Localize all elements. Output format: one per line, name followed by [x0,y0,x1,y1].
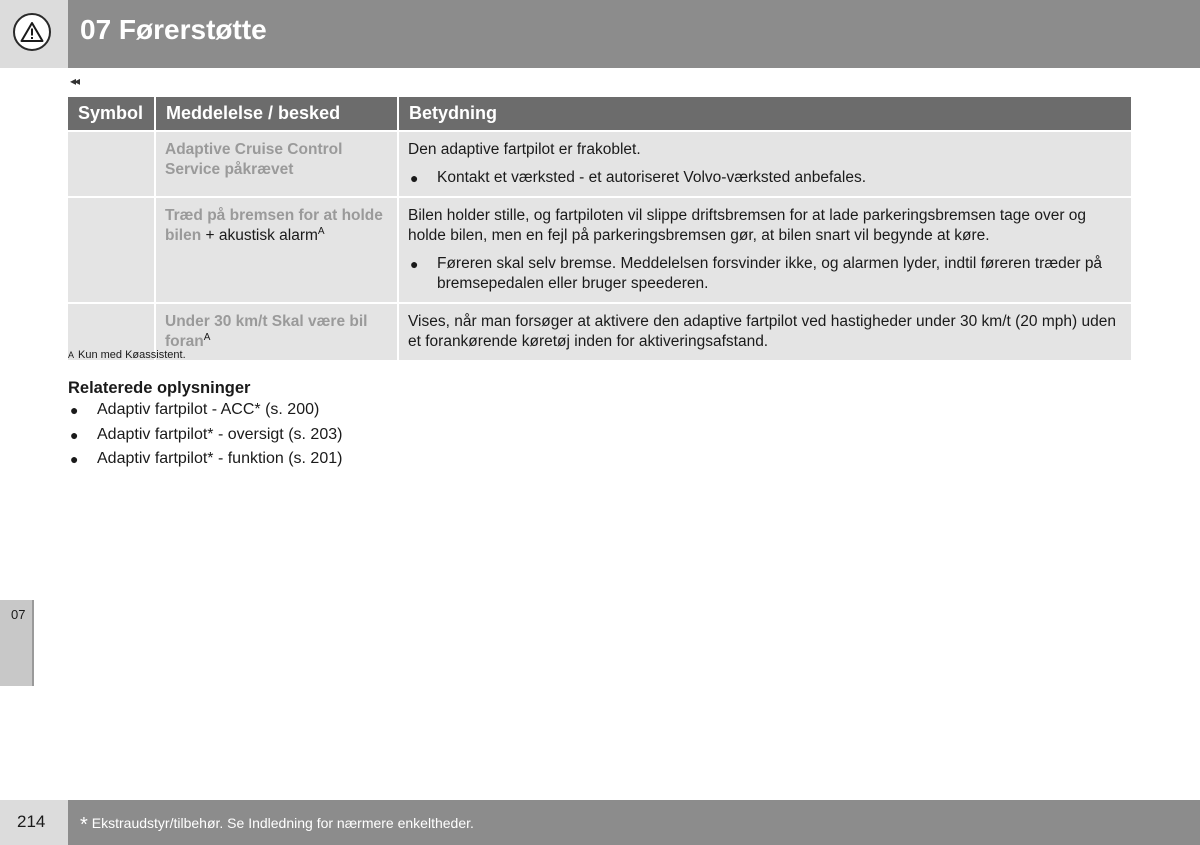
bullet-icon: ● [70,451,79,468]
footnote-text: Kun med Køassistent. [78,349,186,361]
meaning-text: Bilen holder stille, og fartpiloten vil slippe driftsbremsen for at lade parkeringsbremsen tage over og holde bilen, men en fejl på parkeringsbremsen gør, at bilen snart vil begynde at køre. [408,207,1087,244]
message-cell [155,197,398,303]
symbol-cell [68,197,155,303]
meaning-cell [398,303,1131,360]
message-text: Adaptive Cruise Control Service påkrævet [165,141,343,178]
message-table [68,97,1131,360]
footnote-mark: A [68,350,75,360]
column-header-message: Meddelelse / besked [155,97,398,131]
meaning-text: Den adaptive fartpilot er frakoblet. [408,141,641,158]
footer-note [80,814,474,837]
bullet-text: Føreren skal selv bremse. Meddelelsen forsvinder ikke, og alarmen lyder, indtil føreren træder på bremsepedalen eller bruger speederen. [437,255,1103,292]
footer-note-text: Ekstraudstyr/tilbehør. Se Indledning for nærmere enkeltheder. [91,815,474,831]
table-header-row [68,97,1131,131]
list-item[interactable] [68,398,342,423]
list-item[interactable] [68,423,342,448]
bullet-icon: ● [70,402,79,419]
footer-page-box [0,800,68,845]
meaning-bullet [408,168,1122,188]
footnote-ref: A [203,331,211,343]
message-text: Under 30 km/t Skal være bil foran [165,313,368,350]
meaning-cell [398,131,1131,197]
continued-marker: ◂◂ [70,74,79,88]
chapter-tab[interactable] [0,600,34,686]
list-item[interactable] [68,447,342,472]
bullet-icon: ● [410,256,419,272]
related-link[interactable]: Adaptiv fartpilot* - funktion (s. 201) [97,450,343,468]
table-row [68,197,1131,303]
warning-triangle-icon [13,13,51,51]
meaning-cell [398,197,1131,303]
column-header-meaning: Betydning [398,97,1131,131]
message-cell [155,131,398,197]
bullet-icon: ● [410,170,419,186]
related-list [68,398,342,472]
asterisk-mark: * [80,814,88,836]
table-footnote [68,349,186,361]
related-heading: Relaterede oplysninger [68,379,251,397]
meaning-text: Vises, når man forsøger at aktivere den adaptive fartpilot ved hastigheder under 30 km/t (20 mph) uden et forankørende køretøj inden for aktiveringsafstand. [408,313,1116,350]
header-icon-area [0,0,68,68]
message-suffix: + akustisk alarm [201,227,318,244]
footnote-ref: A [317,225,325,237]
meaning-bullet [408,254,1122,294]
page-title: 07 Førerstøtte [80,14,267,45]
symbol-cell [68,131,155,197]
message-text: Træd på bremsen for at holde bilen [165,207,383,244]
message-cell [155,303,398,360]
bullet-text: Kontakt et værksted - et autoriseret Volvo-værksted anbefales. [437,169,867,186]
bullet-icon: ● [70,426,79,443]
related-link[interactable]: Adaptiv fartpilot - ACC* (s. 200) [97,401,320,419]
chapter-tab-label: 07 [11,607,26,622]
page-number: 214 [17,812,46,831]
header-bar [68,0,1200,68]
column-header-symbol: Symbol [68,97,155,131]
footer-bar [68,800,1200,845]
related-link[interactable]: Adaptiv fartpilot* - oversigt (s. 203) [97,425,343,443]
table-row [68,303,1131,360]
table-row [68,131,1131,197]
